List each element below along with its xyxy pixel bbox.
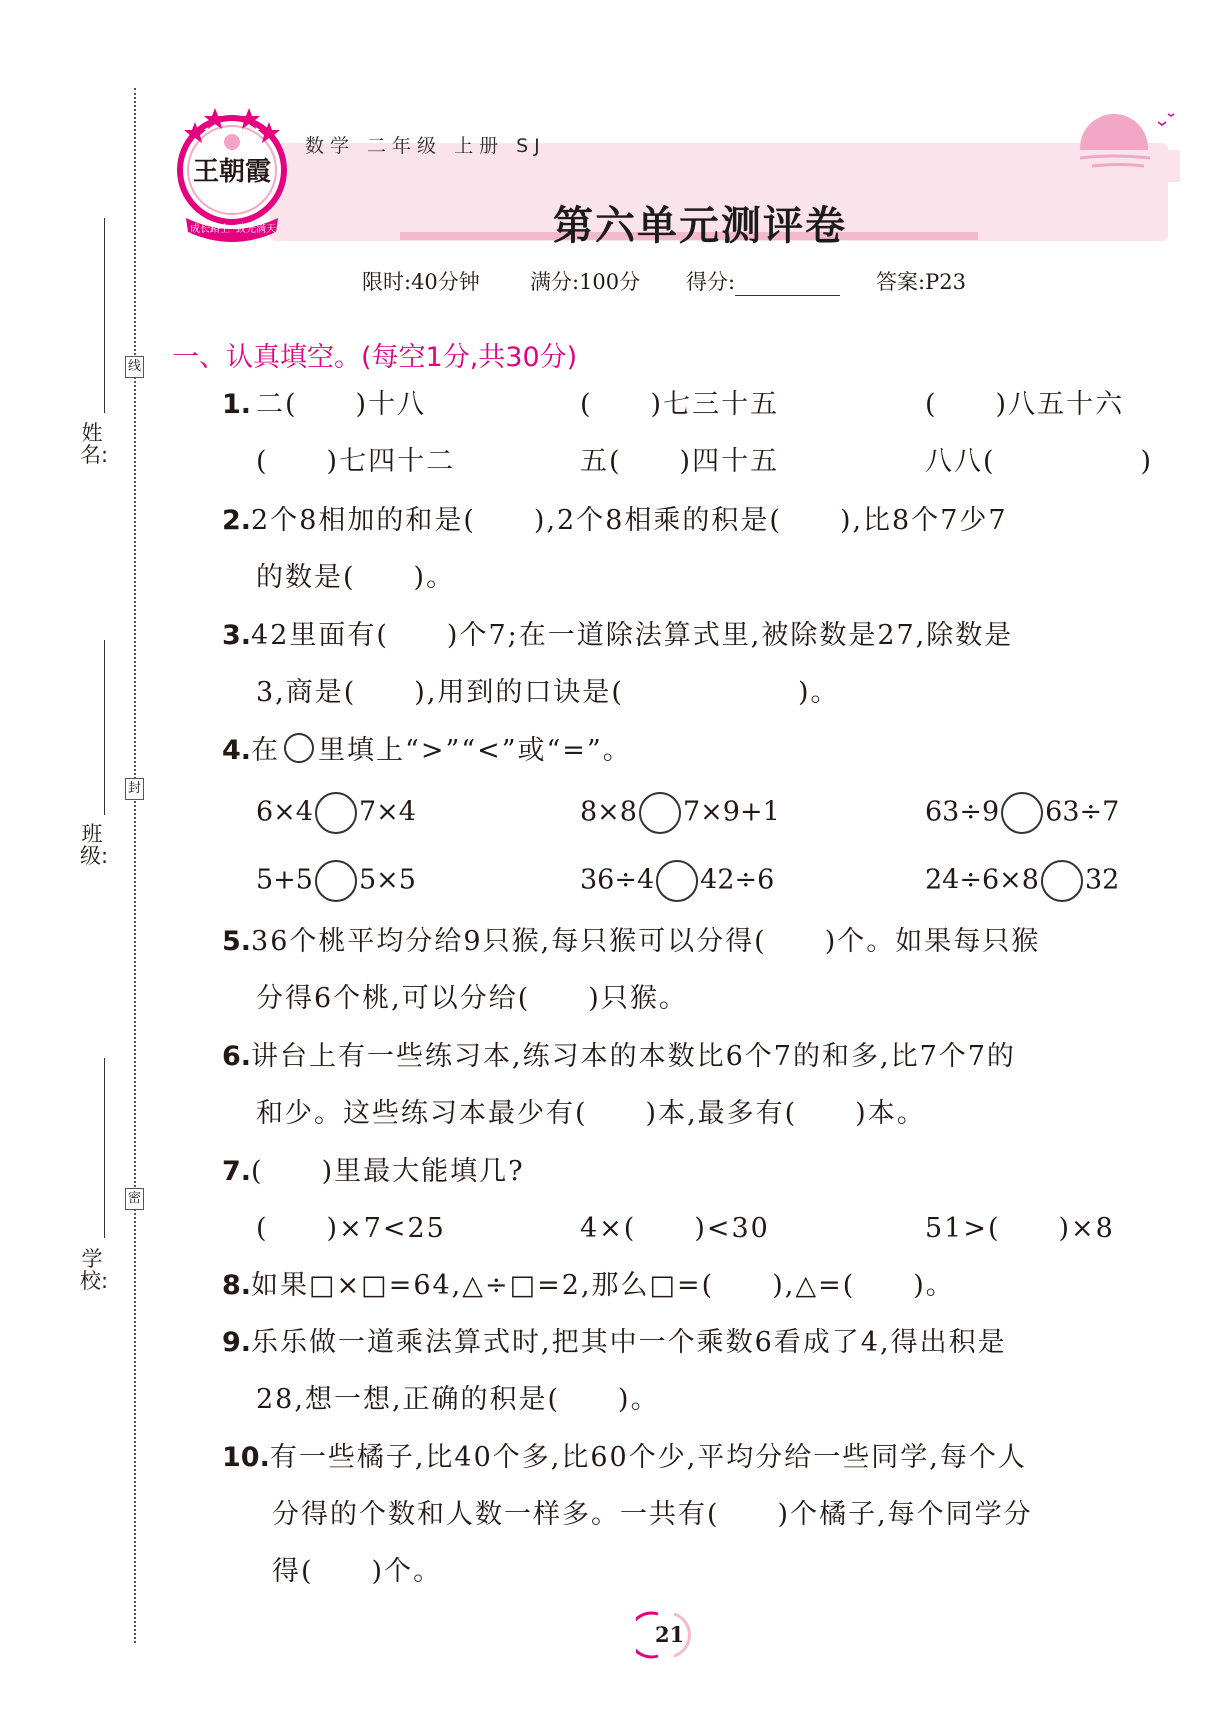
q2-num: 2. (222, 505, 252, 536)
q5-line1 (222, 925, 1040, 959)
q7-c2[interactable]: 4×( )<30 (580, 1213, 770, 1244)
score-blank[interactable] (735, 275, 840, 296)
brand-slogan-right: 致光满天 (236, 224, 276, 235)
school-label: 学 校: (80, 1247, 109, 1293)
q9-line1 (222, 1326, 1007, 1360)
q7-c3[interactable]: 51>( )×8 (925, 1213, 1115, 1244)
brand-logo (172, 100, 292, 248)
q1-r1c3[interactable]: ( )八五十六 (925, 389, 1125, 420)
page-title: 第六单元测评卷 (553, 203, 847, 249)
q2-text1[interactable]: 2个8相加的和是( ),2个8相乘的积是( ),比8个7少7 (251, 505, 1008, 536)
compare-circle[interactable] (315, 860, 357, 902)
q4-item6-left: 24÷6×8 (925, 864, 1039, 896)
q1-r2c2[interactable]: 五( )四十五 (580, 446, 780, 477)
q6-line1 (222, 1040, 1016, 1074)
q4-item1 (256, 792, 416, 834)
q10-text3[interactable]: 得( )个。 (272, 1556, 443, 1587)
q10-text1[interactable]: 有一些橘子,比40个多,比60个少,平均分给一些同学,每个人 (269, 1442, 1027, 1473)
q4-num: 4. (222, 735, 252, 766)
q4-item2-left: 8×8 (580, 796, 637, 828)
q2-line1 (222, 504, 1008, 538)
q1-number (222, 388, 251, 422)
q4-item5-left: 36÷4 (580, 864, 655, 896)
class-write-line[interactable] (104, 640, 105, 815)
q4-item2-right: 7×9+1 (682, 796, 780, 828)
compare-circle[interactable] (1041, 860, 1083, 902)
q4-item6-right: 32 (1084, 864, 1120, 896)
q9-text2[interactable]: 28,想一想,正确的积是( )。 (256, 1384, 660, 1415)
q5-num: 5. (222, 926, 252, 957)
answer-reference: 答案:P23 (876, 270, 966, 294)
q7-text1: ( )里最大能填几? (251, 1156, 525, 1187)
compare-circle[interactable] (639, 792, 681, 834)
q9-text1[interactable]: 乐乐做一道乘法算式时,把其中一个乘数6看成了4,得出积是 (251, 1327, 1007, 1358)
q7-num: 7. (222, 1156, 252, 1187)
score-field[interactable] (686, 266, 840, 296)
q10-line1 (222, 1441, 1027, 1475)
q7-c1[interactable]: ( )×7<25 (256, 1213, 446, 1244)
time-limit: 限时:40分钟 (362, 270, 480, 294)
name-write-line[interactable] (104, 218, 105, 413)
q4-item3-left: 63÷9 (925, 796, 1000, 828)
brand-name: 王朝霞 (192, 157, 272, 187)
q2-text2[interactable]: 的数是( )。 (256, 562, 456, 593)
compare-circle[interactable] (315, 792, 357, 834)
brand-slogan-left: 成长路上 (190, 224, 230, 235)
q4-item4 (256, 860, 416, 902)
full-score: 满分:100分 (530, 270, 641, 294)
q1-r1c2[interactable]: ( )七三十五 (580, 389, 780, 420)
circle-icon (284, 733, 314, 763)
q10-num: 10. (222, 1442, 270, 1473)
q4-instr-b: 里填上“>”“<”或“=”。 (318, 735, 632, 766)
q3-line1 (222, 619, 1013, 653)
q4-item1-left: 6×4 (256, 796, 313, 828)
q1-num: 1. (222, 389, 252, 420)
compare-circle[interactable] (656, 860, 698, 902)
q10-text2[interactable]: 分得的个数和人数一样多。一共有( )个橘子,每个同学分 (272, 1499, 1033, 1530)
q4-item5-right: 42÷6 (700, 864, 775, 896)
q4-item2 (580, 792, 780, 834)
name-label: 姓 名: (80, 421, 109, 467)
q8-line1 (222, 1269, 955, 1303)
q4-item4-left: 5+5 (256, 864, 313, 896)
q1-r1c1[interactable]: 二( )十八 (256, 389, 427, 420)
q3-text2[interactable]: 3,商是( ),用到的口诀是( )。 (256, 677, 840, 708)
q4-item6 (925, 860, 1119, 902)
q1-r2c1[interactable]: ( )七四十二 (256, 446, 456, 477)
cut-mark-mi: 密 (125, 1188, 144, 1210)
q6-num: 6. (222, 1041, 252, 1072)
compare-circle[interactable] (1001, 792, 1043, 834)
class-label: 班 级: (80, 822, 109, 868)
q4-item3 (925, 792, 1119, 834)
q4-item4-right: 5×5 (358, 864, 416, 896)
cut-dotted-line (134, 88, 136, 1643)
cut-mark-xian: 线 (125, 356, 144, 378)
sunset-decoration (1070, 108, 1180, 182)
q6-text1[interactable]: 讲台上有一些练习本,练习本的本数比6个7的和多,比7个7的 (251, 1041, 1016, 1072)
q8-num: 8. (222, 1270, 252, 1301)
school-write-line[interactable] (104, 1058, 105, 1238)
q8-text1[interactable]: 如果□×□=64,△÷□=2,那么□=( ),△=( )。 (251, 1270, 955, 1301)
q9-num: 9. (222, 1327, 252, 1358)
q7-line1 (222, 1155, 525, 1189)
q1-r2c3[interactable]: 八八( ) (925, 446, 1154, 477)
q3-num: 3. (222, 620, 252, 651)
q4-item3-right: 63÷7 (1045, 796, 1120, 828)
section1-heading: 一、认真填空。(每空1分,共30分) (172, 342, 578, 373)
q5-text1[interactable]: 36个桃平均分给9只猴,每只猴可以分得( )个。如果每只猴 (251, 926, 1041, 957)
q4-item5 (580, 860, 774, 902)
q4-instruction (222, 733, 632, 768)
q4-instr-a: 在 (251, 735, 281, 766)
page-number: 21 (655, 1622, 685, 1647)
q5-text2[interactable]: 分得6个桃,可以分给( )只猴。 (256, 983, 688, 1014)
subject-line: 数学 二年级 上册 SJ (305, 135, 546, 157)
score-label: 得分: (686, 270, 736, 294)
q6-text2[interactable]: 和少。这些练习本最少有( )本,最多有( )本。 (256, 1098, 926, 1129)
q3-text1[interactable]: 42里面有( )个7;在一道除法算式里,被除数是27,除数是 (251, 620, 1014, 651)
q4-item1-right: 7×4 (358, 796, 416, 828)
cut-mark-feng: 封 (125, 778, 144, 800)
